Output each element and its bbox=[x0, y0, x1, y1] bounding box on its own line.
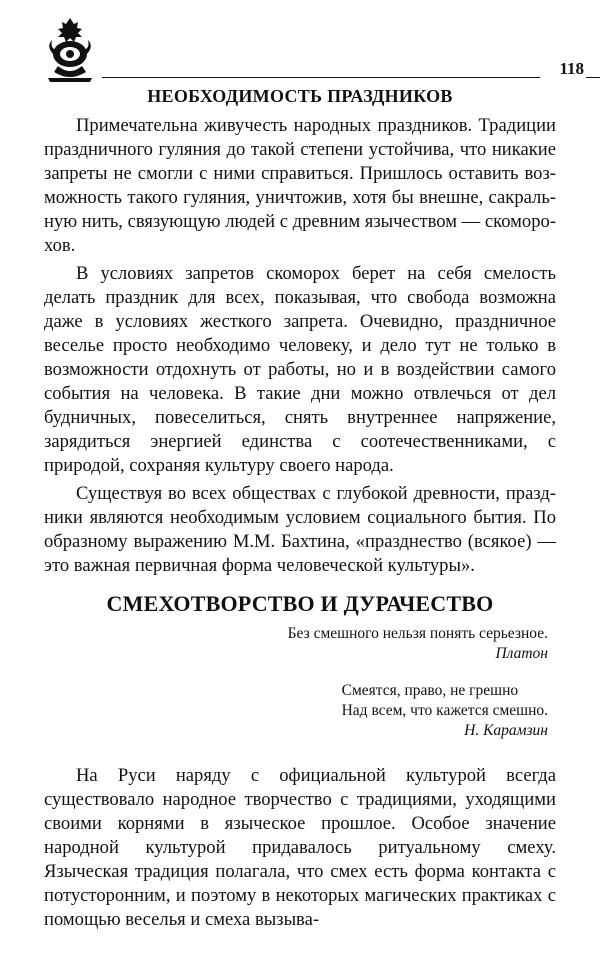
page-number: 118 bbox=[559, 59, 584, 78]
epigraph-author: Платон bbox=[495, 645, 548, 662]
chapter-title: СМЕХОТВОРСТВО И ДУРАЧЕСТВО bbox=[106, 591, 494, 616]
paragraph: В условиях запретов скоморох берет на себя смелость делать праздник для всех, показывая, что свобода возможна даже в условиях жесткого запрета. Очевидно, праздничное веселье просто необходимо человеку, и дело тут не только в возможности отдохнуть от работы, но и в воздействии самого события на человека. В такие дни можно отвлечься от дел будничных, повеселиться, снять внутреннее напряжение, зарядиться энергией единства с соотечественниками, с природой, сохраняя культуру своего народа. bbox=[44, 263, 556, 476]
epigraph-line: Над всем, что кажется смешно. bbox=[341, 702, 548, 719]
section1-body bbox=[44, 114, 556, 578]
epigraph-author: Н. Карамзин bbox=[464, 722, 548, 739]
section-title: НЕОБХОДИМОСТЬ ПРАЗДНИКОВ bbox=[147, 86, 453, 106]
page-header bbox=[44, 16, 584, 88]
epigraph-line: Без смешного нельзя понять серьезное. bbox=[287, 625, 548, 642]
paragraph: На Руси наряду с официальной культурой всегда существовало народное творчество с традициями, уходящими своими корнями в языческое прошлое. Особое значение народной культурой придавалось ритуальному смеху. Языческая традиция полагала, что смех есть форма контакта с потусторонним, и поэтому в некоторых магических практиках с помощью веселья и смеха вызыва- bbox=[44, 765, 556, 930]
section2-body bbox=[44, 764, 556, 932]
paragraph: Существуя во всех обществах с глубокой древности, праздники являются необходимым условием социального бытия. По образному выражению М.М. Бахтина, «празднество (всякое) — это важная первичная форма человеческой культуры». bbox=[44, 483, 556, 576]
paragraph: Примечательна живучесть народных праздников. Традиции праздничного гуляния до такой степени устойчива, что никакие запреты не смогли с ними справиться. Пришлось оставить возможность такого гуляния, уничтожив, хотя бы внешне, сакральную нить, связующую людей с древним язычеством — скоморохов. bbox=[44, 115, 557, 256]
epigraph-line: Смеятся, право, не грешно bbox=[341, 682, 519, 699]
epigraph bbox=[288, 624, 548, 664]
header-rule bbox=[102, 77, 540, 78]
epigraph bbox=[342, 681, 548, 741]
ornament-icon bbox=[44, 16, 96, 84]
header-rule-end bbox=[586, 77, 600, 78]
